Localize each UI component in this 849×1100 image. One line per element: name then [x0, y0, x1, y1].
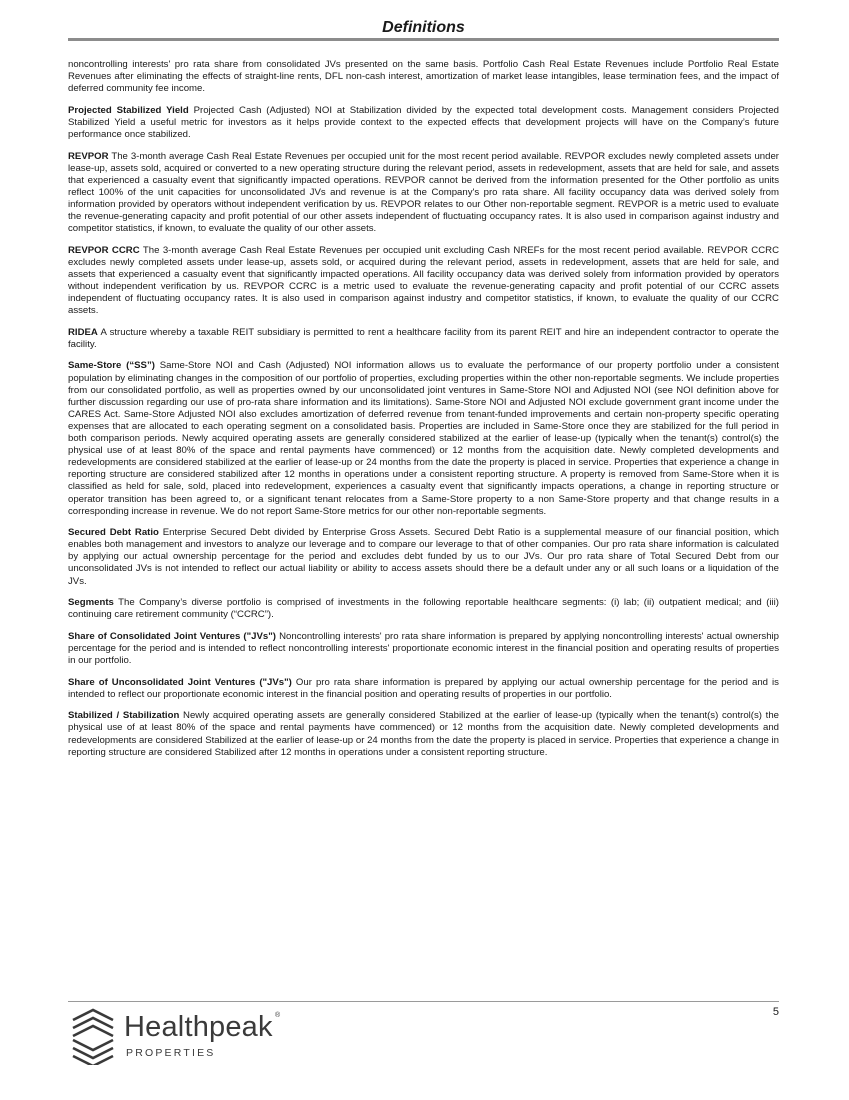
definition-text: The Company’s diverse portfolio is comprised of investments in the following reportable healthcare segments: (i) lab; (ii) outpatient medical; and (iii) continuing care retirement community (“CCRC”).: [68, 597, 779, 621]
definition-paragraph: [68, 527, 779, 587]
definition-paragraph: [68, 151, 779, 236]
definition-paragraph: [68, 360, 779, 517]
healthpeak-logo: [70, 1007, 300, 1067]
definition-text: The 3-month average Cash Real Estate Revenues per occupied unit excluding Cash NREFs for the most recent period available. REVPOR CCRC excludes newly completed assets under lease-up, assets sold, or acquired during the relevant period, assets in redevelopment, assets that are held for sale, and assets that experienced a casualty event that significantly impacted operations. All facility occupancy data was derived solely from information provided by operators without independent verification by us. REVPOR CCRC is a metric used to evaluate the revenue-generating capacity and profit potential of our CCRC assets independent of fluctuating occupancy rates. It is also used in comparison against industry and competitor statistics, if known, to evaluate the quality of our CCRC assets.: [68, 244, 779, 317]
definition-term: RIDEA: [68, 326, 98, 338]
logo-subtitle: PROPERTIES: [126, 1047, 216, 1059]
definition-term: Share of Unconsolidated Joint Ventures ("JVs"): [68, 676, 292, 688]
definition-text: Noncontrolling interests' pro rata share information is prepared by applying noncontrolling interests' actual ownership percentage for the period and is intended to reflect noncontrolling interests' proportionate economic interest in the financial position and operating results of properties in our portfolio.: [68, 630, 780, 667]
definition-text: Projected Cash (Adjusted) NOI at Stabilization divided by the expected total development costs. Management considers Projected Stabilized Yield a useful metric for investors as it helps provide context to the expected effects that development projects will have on the Company’s future performance once stabilized.: [68, 104, 779, 140]
definition-text: The 3-month average Cash Real Estate Revenues per occupied unit for the most recent period available. REVPOR excludes newly completed assets under lease-up, assets sold, acquired or converted to a new operating structure during the relevant period, assets in redevelopment, assets that are held for sale, and assets that experienced a casualty event that significantly impacted operations. REVPOR cannot be derived from the information presented for the Other portfolio as units reflect 100% of the unit capacities for unconsolidated JVs and revenue is at the Company's pro rata share. All facility occupancy data was derived solely from information provided by operators without independent verification by us. REVPOR relates to our Other non-reportable segment. REVPOR is a metric used to evaluate the revenue-generating capacity and profit potential of our other assets independent of fluctuating occupancy rates. It is also used in comparison against industry and competitor statistics, if known, to evaluate the quality of our other assets.: [68, 150, 779, 235]
definition-text: Newly acquired operating assets are generally considered Stabilized at the earlier of lease-up (typically when the tenant(s) control(s) the physical use of at least 80% of the space and rental payments have commenced) or 12 months from the acquisition date. Newly completed developments and redevelopments are considered Stabilized at the earlier of lease-up or 24 months from the date the property is placed in service. Properties that experience a change in reporting structure are considered Stabilized after 12 months in operations under a consistent reporting structure.: [68, 710, 780, 758]
definition-paragraph: [68, 677, 779, 701]
definition-text: Enterprise Secured Debt divided by Enterprise Gross Assets. Secured Debt Ratio is a supplemental measure of our financial position, which enables both management and investors to analyze our leverage and to compare our leverage to that of other companies. Our pro rata share information is calculated by applying our actual ownership percentage for the period and excludes debt funded by us to our JVs. Our pro rata share of Total Secured Debt from our unconsolidated JVs is not intended to reflect our actual liability or ability to access assets should there be a default under any or all such loans or a liquidation of the JVs.: [68, 527, 780, 587]
definition-paragraph: [68, 105, 779, 141]
footer-divider: [68, 1001, 779, 1002]
definition-text: A structure whereby a taxable REIT subsidiary is permitted to rent a healthcare facility from its parent REIT and hire an independent contractor to operate the facility.: [68, 326, 779, 350]
definition-paragraph: [68, 245, 779, 318]
header-divider: [68, 38, 779, 41]
definition-paragraph: [68, 710, 779, 758]
page-title: Definitions: [382, 19, 465, 36]
definition-term: Secured Debt Ratio: [68, 527, 159, 539]
definition-term: Segments: [68, 597, 114, 609]
definition-term: REVPOR CCRC: [68, 244, 140, 256]
definition-term: Stabilized / Stabilization: [68, 710, 180, 722]
definition-term: Projected Stabilized Yield: [68, 104, 189, 116]
definition-text: Same-Store NOI and Cash (Adjusted) NOI information allows us to evaluate the performance of our property portfolio under a consistent population by eliminating changes in the composition of our portfolio of properties, excluding properties within the other non-reportable segments. We include properties from our consolidated portfolio, as well as properties owned by our unconsolidated joint ventures in Same-Store NOI and Adjusted NOI (see NOI definition above for further discussion regarding our use of pro-rata share information and its limitations). Same-Store NOI and Adjusted NOI exclude government grant income under the CARES Act. Same-Store Adjusted NOI also excludes amortization of deferred revenue from tenant-funded improvements and certain non-property specific operating expenses that are allocated to each operating segment on a consolidated basis. Properties are included in Same-Store once they are stabilized for the full period in both comparison periods. Newly acquired operating assets are generally considered stabilized at the earlier of lease-up (typically when the tenant(s) control(s) the physical use of at least 80% of the space and rental payments have commenced) or 12 months from the acquisition date. Newly completed developments and redevelopments are considered stabilized at the earlier of lease-up or 24 months from the date the property is placed in service. Properties that experience a change in reporting structure are considered stabilized after 12 months in operations under a consistent reporting structure. A property is removed from Same-Store when it is classified as held for sale, sold, placed into redevelopment, experiences a casualty event that significantly impacts operations, a change in reporting structure or operator transition has been agreed to, or a significant tenant relocates from a Same-Store property to a non Same-Store property and that change results in a corresponding increase in revenue. We do not report Same-Store metrics for our other non-reportable segments.: [68, 360, 780, 517]
definition-paragraph: [68, 597, 779, 621]
definition-term: Share of Consolidated Joint Ventures ("JVs"): [68, 630, 276, 642]
definition-text: Our pro rata share information is prepared by applying our actual ownership percentage for the period and is intended to reflect our proportionate economic interest in the financial position and operating results of properties in our portfolio.: [68, 676, 779, 700]
definitions-body: [68, 59, 779, 768]
definition-term: Same-Store (“SS”): [68, 360, 155, 372]
definition-term: REVPOR: [68, 150, 109, 162]
definition-text: noncontrolling interests' pro rata share from consolidated JVs presented on the same basis. Portfolio Cash Real Estate Revenues include Portfolio Real Estate Revenues after eliminating the effects of straight-line rents, DFL non-cash interest, amortization of market lease intangibles, lease termination fees, and the impact of deferred community fee income.: [68, 59, 779, 95]
healthpeak-logo-icon: [70, 1007, 116, 1065]
logo-wordmark: Healthpeak: [124, 1011, 273, 1043]
definition-paragraph: [68, 631, 779, 667]
registered-mark: ®: [275, 1012, 281, 1019]
definition-paragraph: [68, 327, 779, 351]
definition-paragraph: [68, 59, 779, 95]
page-number: 5: [772, 1006, 779, 1018]
